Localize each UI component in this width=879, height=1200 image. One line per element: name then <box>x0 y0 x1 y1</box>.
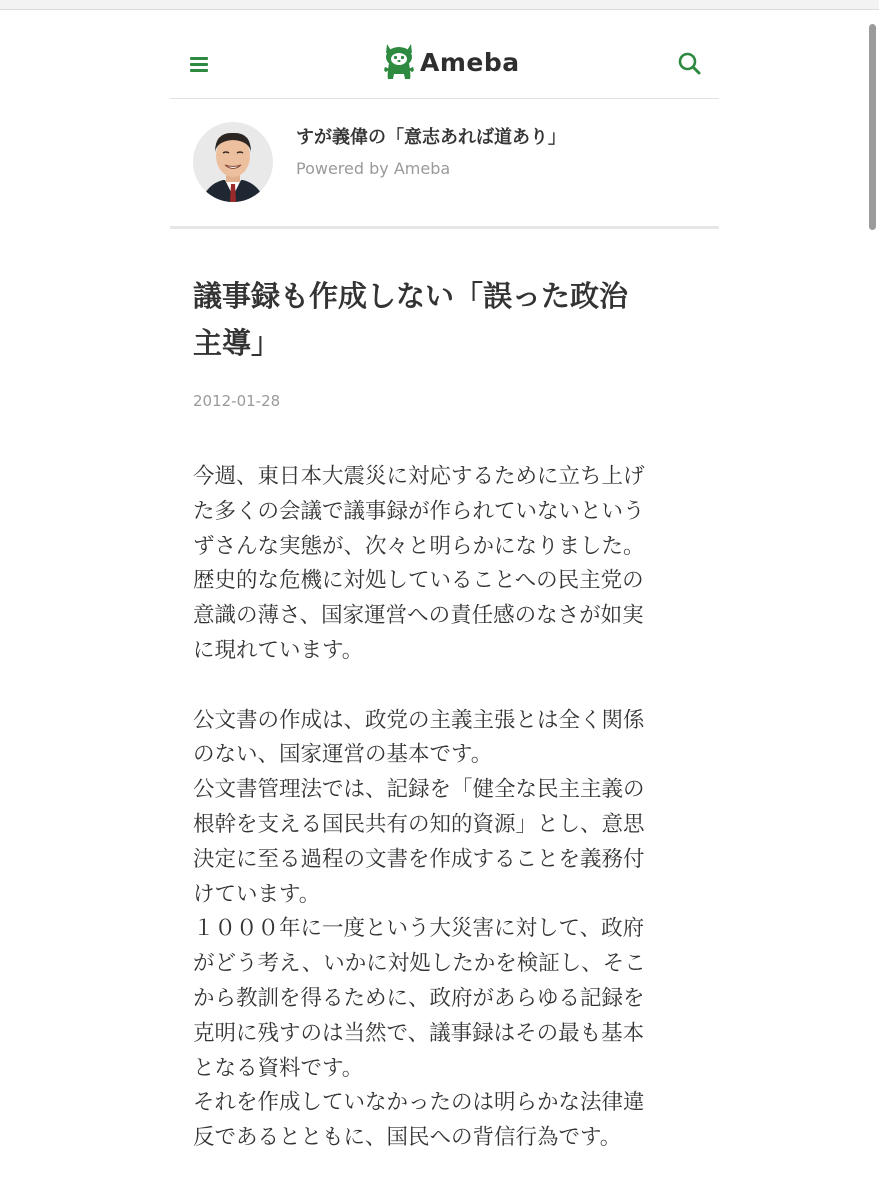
article-title-line: 主導」 <box>193 326 281 360</box>
site-header <box>170 10 719 99</box>
ameba-logo[interactable] <box>382 40 520 84</box>
article-line: 今週、東日本大震災に対応するために立ち上げ <box>193 464 645 489</box>
menu-bar-bottom <box>190 69 208 72</box>
article-line: １０００年に一度という大災害に対して、政府 <box>193 916 645 942</box>
article-date: 2012-01-28 <box>193 392 281 410</box>
article-line: それを作成していなかったのは明らかな法律違 <box>193 1090 645 1116</box>
scrollbar-track[interactable] <box>865 10 879 1200</box>
article-paragraph <box>193 704 698 1156</box>
article-line: 公文書の作成は、政党の主義主張とは全く関係 <box>193 707 645 733</box>
ameba-logo-icon <box>382 41 416 83</box>
article-title <box>193 273 693 367</box>
article-line: た多くの会議で議事録が作られていないという <box>193 498 645 524</box>
article-paragraph <box>193 460 698 669</box>
article-body <box>193 460 698 1156</box>
browser-top-bar <box>0 0 879 10</box>
article-line: 意識の薄さ、国家運営への責任感のなさが如実 <box>193 603 644 629</box>
menu-bar-top <box>190 57 208 60</box>
article-line: けています。 <box>193 881 321 907</box>
powered-by-text: Powered by Ameba <box>296 159 451 178</box>
menu-bar-middle <box>190 63 208 66</box>
blog-info <box>170 99 719 229</box>
article <box>170 273 719 1156</box>
search-icon[interactable] <box>676 50 704 78</box>
article-line: となる資料です。 <box>193 1055 364 1081</box>
avatar[interactable] <box>193 122 273 202</box>
author-portrait-image <box>193 122 273 202</box>
article-line: がどう考え、いかに対処したかを検証し、そこ <box>193 951 646 977</box>
blog-title[interactable]: すが義偉の「意志あれば道あり」 <box>296 127 566 148</box>
article-line: 反であるとともに、国民への背信行為です。 <box>193 1125 622 1151</box>
article-line: ずさんな実態が、次々と明らかになりました。 <box>193 533 645 559</box>
article-line: 決定に至る過程の文書を作成することを義務付 <box>193 846 645 872</box>
scrollbar-thumb[interactable] <box>869 24 876 230</box>
article-line: 歴史的な危機に対処していることへの民主党の <box>193 568 644 594</box>
page-content <box>170 10 719 1191</box>
article-line: のない、国家運営の基本です。 <box>193 742 493 768</box>
article-title-line: 議事録も作成しない「誤った政治 <box>193 279 629 313</box>
article-line: 克明に残すのは当然で、議事録はその最も基本 <box>193 1020 645 1046</box>
article-line: 公文書管理法では、記録を「健全な民主主義の <box>193 777 645 803</box>
article-line: に現れています。 <box>193 637 364 663</box>
article-line: から教訓を得るために、政府があらゆる記録を <box>193 985 645 1011</box>
hamburger-menu-icon[interactable] <box>188 54 212 74</box>
logo-text: Ameba <box>420 47 520 77</box>
article-line: 根幹を支える国民共有の知的資源」とし、意思 <box>193 811 645 837</box>
